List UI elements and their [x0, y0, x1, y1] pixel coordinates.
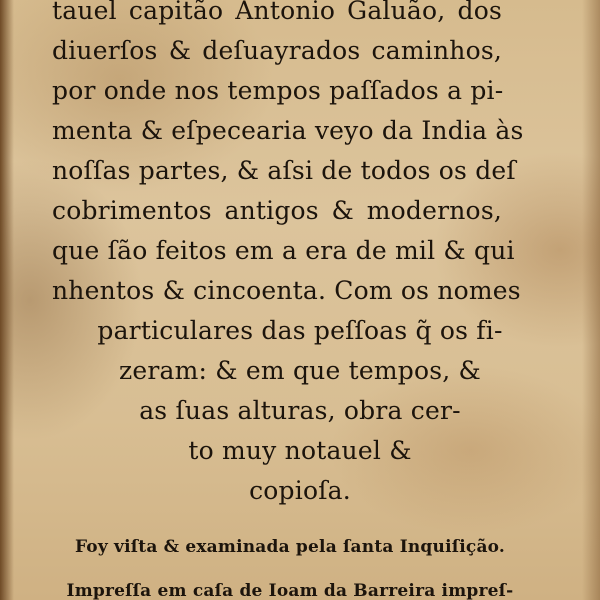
page-edge-shadow [582, 0, 600, 600]
title-line-3: por onde nos tempos paſſados a pi- [52, 76, 504, 105]
title-line-9: particulares das peſſoas q̃ os fi- [97, 316, 503, 345]
title-line-5: noſſas partes, & aſsi de todos os deſ [52, 156, 516, 185]
title-line-11: as ſuas alturas, obra cer- [139, 396, 461, 425]
title-line-7: que ſão feitos em a era de mil & qui [52, 236, 515, 265]
title-line-4: menta & eſpecearia veyo da India às [52, 116, 524, 145]
license-line: Foy viſta & examinada pela ſanta Inquiſição. [74, 537, 506, 557]
title-line-2: diuerſos & deſuayrados caminhos, [52, 36, 502, 65]
title-line-13: copioſa. [249, 476, 351, 505]
page-binding-shadow [0, 0, 14, 600]
imprint-line: Impreſſa em caſa de Ioam da Barreira impreſ- [66, 581, 514, 600]
title-line-8: nhentos & cincoenta. Com os nomes [52, 276, 521, 305]
title-line-6: cobrimentos antigos & modernos, [52, 196, 502, 225]
title-line-1: tauel capitão Antonio Galuão, dos [52, 0, 502, 25]
title-line-12: to muy notauel & [188, 436, 412, 465]
title-line-10: zeram: & em que tempos, & [119, 356, 481, 385]
